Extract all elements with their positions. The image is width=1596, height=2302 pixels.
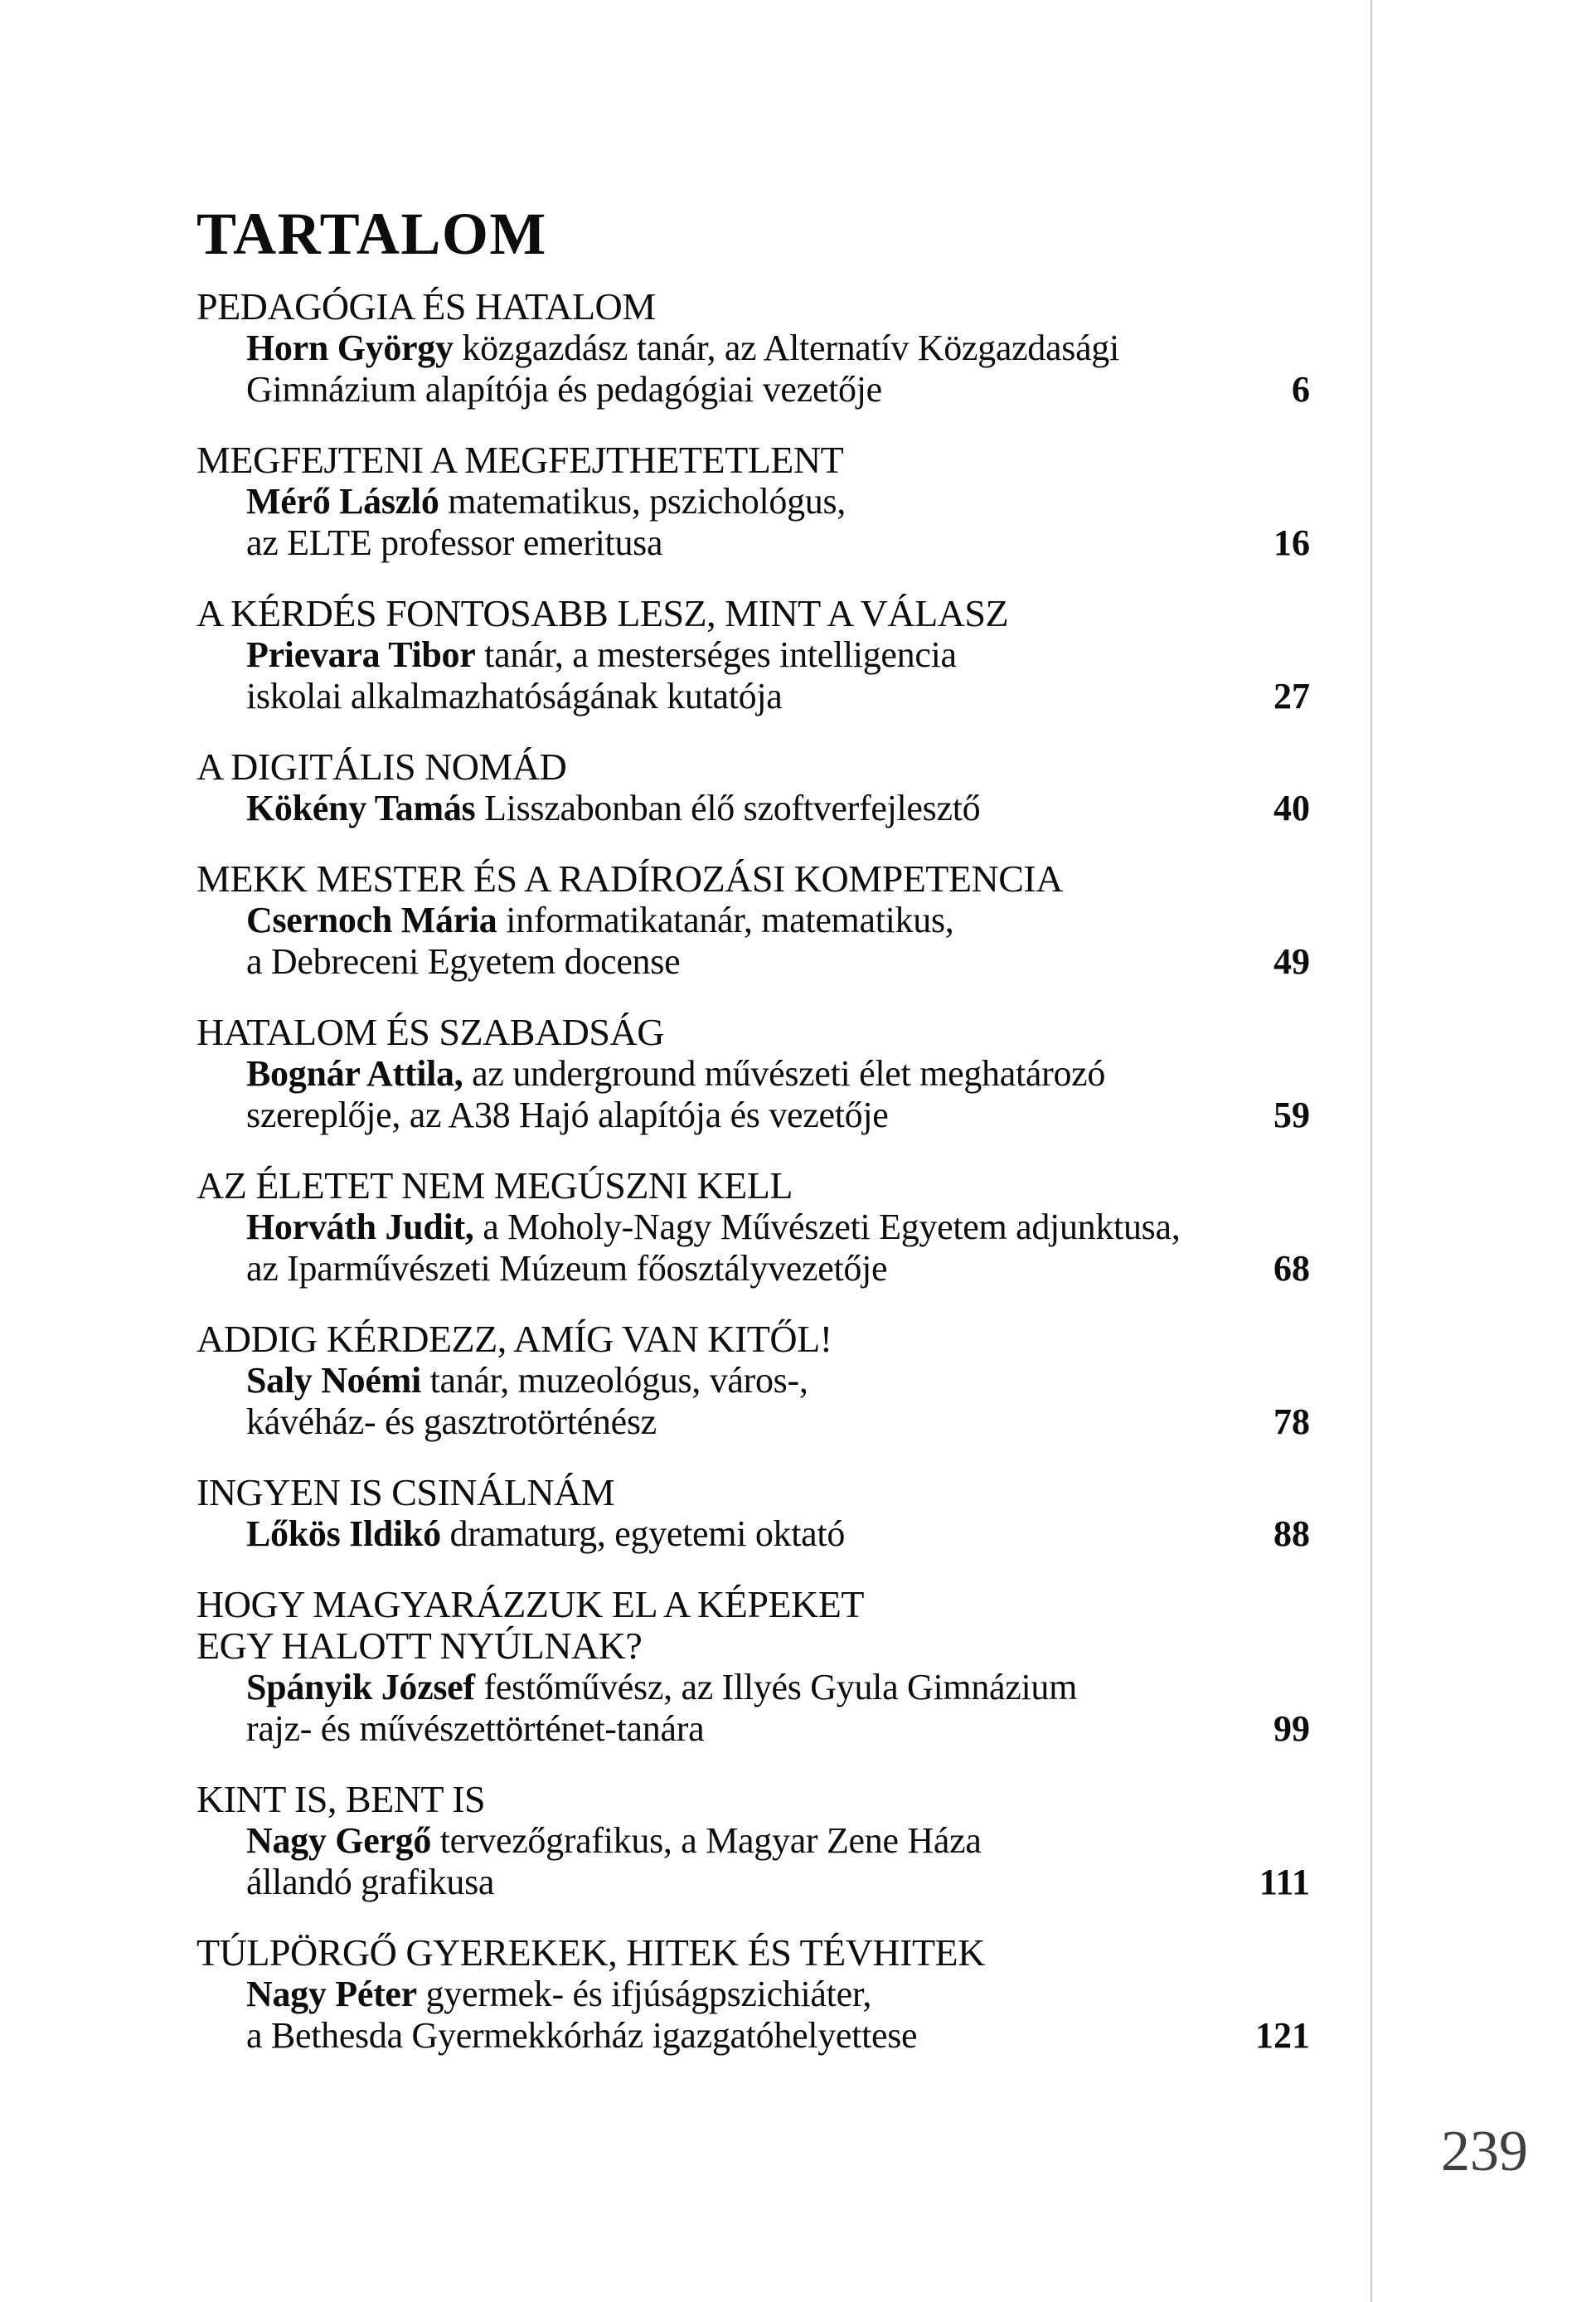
entry-desc-line: kávéház- és gasztrotörténész 78 (246, 1401, 1310, 1442)
entry-desc-line: Spányik József festőművész, az Illyés Gyula Gimnázium (246, 1667, 1078, 1707)
entry-page-number: 59 (1273, 1095, 1310, 1135)
entry-page-number: 16 (1273, 522, 1310, 563)
entry-title-line: HATALOM ÉS SZABADSÁG (196, 1011, 664, 1053)
toc-entry (196, 1012, 1310, 1136)
entry-page-number: 99 (1273, 1708, 1310, 1749)
entry-title-line: A DIGITÁLIS NOMÁD (196, 745, 567, 788)
entry-desc-line: Bognár Attila, az underground művészeti élet meghatározó (246, 1053, 1106, 1094)
person-name: Mérő László (246, 481, 439, 522)
toc-entry (196, 1165, 1310, 1289)
entry-page-number: 40 (1273, 788, 1310, 828)
entry-title (196, 286, 1310, 328)
person-name: Kökény Tamás (246, 788, 476, 828)
entry-description (196, 634, 1310, 717)
entry-desc-line: az Iparművészeti Múzeum főosztályvezetője 68 (246, 1248, 1310, 1289)
page-number: 239 (1441, 2120, 1528, 2183)
person-name: Saly Noémi (246, 1360, 421, 1401)
entry-desc-line: Prievara Tibor tanár, a mesterséges intelligencia (246, 634, 957, 675)
person-name: Horváth Judit, (246, 1207, 474, 1247)
entry-title (196, 746, 1310, 788)
toc-entry (196, 1584, 1310, 1750)
entry-title (196, 1932, 1310, 1974)
person-name: Prievara Tibor (246, 634, 476, 675)
entry-desc-line: Gimnázium alapítója és pedagógiai vezetője 6 (246, 369, 1310, 410)
person-name: Spányik József (246, 1667, 475, 1707)
toc-entry (196, 1472, 1310, 1555)
toc-entries (196, 286, 1310, 2057)
entry-title-line: EGY HALOTT NYÚLNAK? (196, 1625, 643, 1667)
entry-desc-line: Nagy Péter gyermek- és ifjúságpszichiáter, (246, 1974, 872, 2014)
entry-desc-line: Lőkös Ildikó dramaturg, egyetemi oktató 88 (246, 1513, 1310, 1554)
entry-page-number: 49 (1273, 941, 1310, 982)
entry-title-line: KINT IS, BENT IS (196, 1778, 486, 1820)
entry-description (196, 1820, 1310, 1903)
entry-desc-line: a Bethesda Gyermekkórház igazgatóhelyettese 121 (246, 2015, 1310, 2056)
person-name: Nagy Gergő (246, 1820, 432, 1861)
entry-desc-line: a Debreceni Egyetem docense 49 (246, 941, 1310, 982)
entry-desc-line: Saly Noémi tanár, muzeológus, város-, (246, 1360, 808, 1401)
entry-description (196, 788, 1310, 829)
vertical-divider (1370, 0, 1372, 2302)
entry-title (196, 1165, 1310, 1207)
entry-title-line: ADDIG KÉRDEZZ, AMÍG VAN KITŐL! (196, 1318, 832, 1360)
entry-description (196, 1207, 1310, 1289)
entry-title-line: INGYEN IS CSINÁLNÁM (196, 1471, 615, 1513)
entry-title (196, 1012, 1310, 1053)
entry-title-line: MEGFEJTENI A MEGFEJTHETETLENT (196, 439, 844, 481)
page-title: TARTALOM (196, 201, 547, 267)
toc-entry (196, 440, 1310, 564)
entry-description (196, 481, 1310, 564)
toc-entry (196, 746, 1310, 829)
entry-title (196, 440, 1310, 481)
entry-desc-line: Mérő László matematikus, pszichológus, (246, 481, 847, 522)
entry-title-line: HOGY MAGYARÁZZUK EL A KÉPEKET (196, 1583, 864, 1625)
entry-desc-line: rajz- és művészettörténet-tanára 99 (246, 1708, 1310, 1749)
entry-page-number: 121 (1255, 2015, 1310, 2056)
toc-entry (196, 858, 1310, 983)
entry-desc-line: az ELTE professor emeritusa 16 (246, 522, 1310, 563)
entry-title (196, 593, 1310, 634)
entry-description (196, 1513, 1310, 1555)
entry-page-number: 27 (1273, 676, 1310, 716)
entry-title-line: PEDAGÓGIA ÉS HATALOM (196, 285, 656, 328)
toc-content (196, 201, 1310, 2086)
toc-entry (196, 286, 1310, 410)
entry-page-number: 78 (1273, 1401, 1310, 1442)
entry-description (196, 1974, 1310, 2057)
entry-page-number: 111 (1259, 1862, 1310, 1902)
entry-page-number: 68 (1273, 1248, 1310, 1289)
person-name: Nagy Péter (246, 1974, 417, 2014)
entry-title (196, 1472, 1310, 1513)
entry-desc-line: szereplője, az A38 Hajó alapítója és vezetője 59 (246, 1095, 1310, 1135)
entry-desc-line: Horn György közgazdász tanár, az Alternatív Közgazdasági (246, 328, 1119, 368)
entry-desc-line: Nagy Gergő tervezőgrafikus, a Magyar Zene Háza (246, 1820, 982, 1861)
entry-title-line: A KÉRDÉS FONTOSABB LESZ, MINT A VÁLASZ (196, 592, 1009, 634)
entry-title-line: MEKK MESTER ÉS A RADÍROZÁSI KOMPETENCIA (196, 857, 1063, 900)
entry-title (196, 1319, 1310, 1360)
toc-entry (196, 1932, 1310, 2057)
entry-desc-line: Horváth Judit, a Moholy-Nagy Művészeti Egyetem adjunktusa, (246, 1207, 1181, 1247)
entry-description (196, 900, 1310, 983)
entry-title (196, 858, 1310, 900)
entry-description (196, 1360, 1310, 1443)
entry-desc-line: iskolai alkalmazhatóságának kutatója 27 (246, 676, 1310, 716)
person-name: Bognár Attila, (246, 1053, 463, 1094)
entry-title-line: AZ ÉLETET NEM MEGÚSZNI KELL (196, 1164, 793, 1207)
person-name: Lőkös Ildikó (246, 1513, 441, 1554)
entry-title (196, 1779, 1310, 1820)
toc-entry (196, 593, 1310, 717)
entry-desc-line: állandó grafikusa 111 (246, 1862, 1310, 1902)
entry-description (196, 328, 1310, 410)
entry-title-line: TÚLPÖRGŐ GYEREKEK, HITEK ÉS TÉVHITEK (196, 1931, 985, 1974)
entry-description (196, 1053, 1310, 1136)
person-name: Horn György (246, 328, 454, 368)
entry-page-number: 6 (1292, 369, 1310, 410)
entry-page-number: 88 (1273, 1513, 1310, 1554)
toc-entry (196, 1319, 1310, 1443)
entry-desc-line: Kökény Tamás Lisszabonban élő szoftverfejlesztő 40 (246, 788, 1310, 828)
toc-entry (196, 1779, 1310, 1903)
entry-desc-line: Csernoch Mária informatikatanár, matematikus, (246, 900, 954, 940)
entry-description (196, 1667, 1310, 1750)
person-name: Csernoch Mária (246, 900, 497, 940)
entry-title (196, 1584, 1310, 1667)
